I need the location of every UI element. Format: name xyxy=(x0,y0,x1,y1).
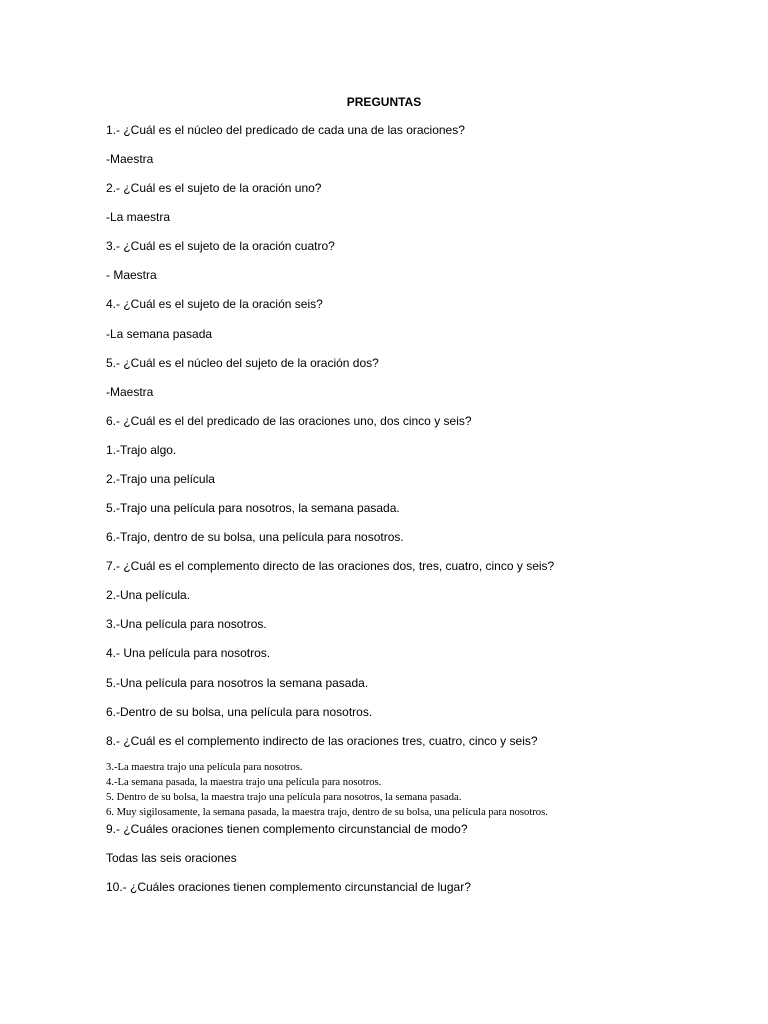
answer-7-item-6: 6.-Dentro de su bolsa, una película para nosotros. xyxy=(106,705,373,719)
answer-6-item-2: 2.-Trajo una película xyxy=(106,472,215,486)
answer-9: Todas las seis oraciones xyxy=(106,851,237,865)
answer-6-item-6: 6.-Trajo, dentro de su bolsa, una película para nosotros. xyxy=(106,530,404,544)
question-9: 9.- ¿Cuáles oraciones tienen complemento circunstancial de modo? xyxy=(106,822,468,836)
question-8: 8.- ¿Cuál es el complemento indirecto de las oraciones tres, cuatro, cinco y seis? xyxy=(106,734,538,748)
answer-3: - Maestra xyxy=(106,268,157,282)
question-3: 3.- ¿Cuál es el sujeto de la oración cuatro? xyxy=(106,239,335,253)
answer-7-item-4: 4.- Una película para nosotros. xyxy=(106,646,271,660)
question-5: 5.- ¿Cuál es el núcleo del sujeto de la oración dos? xyxy=(106,356,379,370)
answer-5: -Maestra xyxy=(106,385,154,399)
answer-7-item-3: 3.-Una película para nosotros. xyxy=(106,617,267,631)
answer-8-item-4: 4.-La semana pasada, la maestra trajo una película para nosotros. xyxy=(106,777,382,788)
question-4: 4.- ¿Cuál es el sujeto de la oración seis? xyxy=(106,297,323,311)
answer-7-item-2: 2.-Una película. xyxy=(106,588,191,602)
answer-2: -La maestra xyxy=(106,210,171,224)
answer-8-item-6: 6. Muy sigilosamente, la semana pasada, la maestra trajo, dentro de su bolsa, una película para nosotros. xyxy=(106,807,548,818)
question-2: 2.- ¿Cuál es el sujeto de la oración uno? xyxy=(106,181,322,195)
answer-8-item-3: 3.-La maestra trajo una película para nosotros. xyxy=(106,762,303,773)
question-7: 7.- ¿Cuál es el complemento directo de las oraciones dos, tres, cuatro, cinco y seis? xyxy=(106,559,555,573)
answer-8-item-5: 5. Dentro de su bolsa, la maestra trajo una película para nosotros, la semana pasada. xyxy=(106,792,462,803)
answer-6-item-1: 1.-Trajo algo. xyxy=(106,443,177,457)
question-1: 1.- ¿Cuál es el núcleo del predicado de cada una de las oraciones? xyxy=(106,123,465,137)
question-6: 6.- ¿Cuál es el del predicado de las oraciones uno, dos cinco y seis? xyxy=(106,414,472,428)
answer-6-item-5: 5.-Trajo una película para nosotros, la semana pasada. xyxy=(106,501,400,515)
document-title: PREGUNTAS xyxy=(346,95,422,109)
question-10: 10.- ¿Cuáles oraciones tienen complemento circunstancial de lugar? xyxy=(106,880,471,894)
answer-4: -La semana pasada xyxy=(106,327,213,341)
answer-7-item-5: 5.-Una película para nosotros la semana pasada. xyxy=(106,676,369,690)
answer-1: -Maestra xyxy=(106,152,154,166)
